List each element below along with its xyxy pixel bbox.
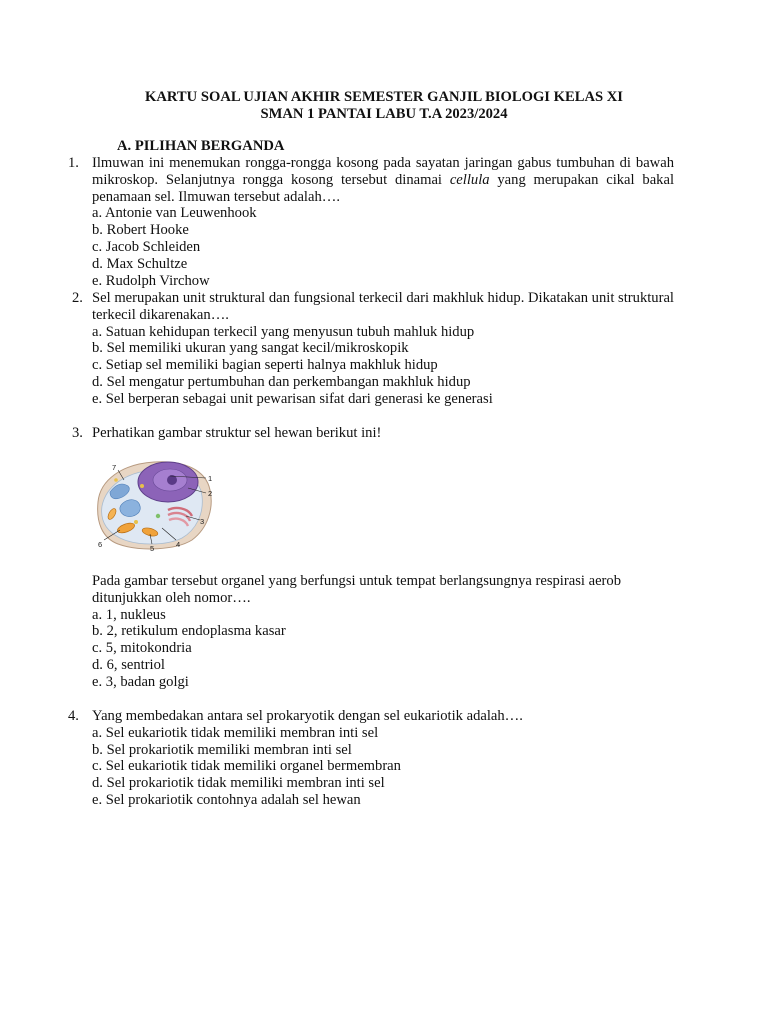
option-c: c. Sel eukariotik tidak memiliki organel bermembran bbox=[92, 758, 401, 775]
option-c: c. Setiap sel memiliki bagian seperti halnya makhluk hidup bbox=[92, 357, 438, 374]
option-c: c. 5, mitokondria bbox=[92, 640, 192, 657]
option-a: a. Antonie van Leuwenhook bbox=[92, 205, 257, 222]
option-b: b. Robert Hooke bbox=[92, 222, 189, 239]
option-c: c. Jacob Schleiden bbox=[92, 238, 201, 255]
question-text: Perhatikan gambar struktur sel hewan berikut ini! bbox=[92, 425, 382, 441]
option-d: d. Sel mengatur pertumbuhan dan perkembangan makhluk hidup bbox=[92, 373, 471, 390]
diagram-label-2: 2 bbox=[208, 489, 213, 498]
diagram-label-3: 3 bbox=[200, 517, 205, 526]
question-text-part: yang merupakan cikal bakal penamaan sel. Ilmuwan tersebut adalah…. bbox=[92, 171, 675, 205]
option-a: a. Sel eukariotik tidak memiliki membran inti sel bbox=[92, 724, 379, 741]
diagram-label-7: 7 bbox=[112, 463, 117, 472]
question-number: 1. bbox=[68, 155, 79, 171]
question-number: 4. bbox=[68, 708, 79, 724]
question-text: Yang membedakan antara sel prokaryotik dengan sel eukariotik adalah…. bbox=[92, 708, 523, 724]
option-e: e. 3, badan golgi bbox=[92, 673, 189, 690]
question-3-continued bbox=[92, 573, 674, 691]
question-1 bbox=[68, 155, 675, 289]
question-2 bbox=[72, 290, 674, 408]
option-b: b. Sel prokariotik memiliki membran inti sel bbox=[92, 741, 352, 758]
question-text: Pada gambar tersebut organel yang berfungsi untuk tempat berlangsungnya respirasi aerob ditunjukkan oleh nomor…. bbox=[92, 573, 621, 606]
question-3 bbox=[72, 425, 674, 442]
option-e: e. Sel berperan sebagai unit pewarisan sifat dari generasi ke generasi bbox=[92, 390, 493, 407]
question-text-italic: cellula bbox=[449, 171, 490, 188]
question-number: 2. bbox=[72, 290, 83, 306]
document-title-line2: SMAN 1 PANTAI LABU T.A 2023/2024 bbox=[260, 106, 508, 122]
question-text bbox=[92, 155, 674, 205]
section-heading: A. PILIHAN BERGANDA bbox=[117, 138, 285, 154]
question-text: Sel merupakan unit struktural dan fungsional terkecil dari makhluk hidup. Dikatakan unit struktural terkecil dikarenakan…. bbox=[92, 290, 674, 323]
question-number: 3. bbox=[72, 425, 83, 441]
animal-cell-diagram bbox=[92, 456, 217, 552]
option-b: b. 2, retikulum endoplasma kasar bbox=[92, 623, 286, 640]
option-a: a. 1, nukleus bbox=[92, 606, 166, 623]
document-title-line1: KARTU SOAL UJIAN AKHIR SEMESTER GANJIL BIOLOGI KELAS XI bbox=[145, 89, 623, 105]
option-b: b. Sel memiliki ukuran yang sangat kecil/mikroskopik bbox=[92, 340, 409, 357]
question-4 bbox=[68, 708, 674, 809]
diagram-label-4: 4 bbox=[176, 540, 181, 549]
option-d: d. Max Schultze bbox=[92, 255, 188, 272]
diagram-label-1: 1 bbox=[208, 474, 213, 483]
option-d: d. Sel prokariotik tidak memiliki membran inti sel bbox=[92, 775, 385, 792]
question-text-part: Ilmuwan ini menemukan rongga-rongga kosong pada sayatan jaringan gabus tumbuhan di bawah mikroskop. Selanjutnya rongga kosong tersebut dinamai bbox=[92, 155, 674, 188]
option-e: e. Sel prokariotik contohnya adalah sel hewan bbox=[92, 791, 361, 808]
diagram-label-6: 6 bbox=[98, 540, 103, 549]
option-d: d. 6, sentriol bbox=[92, 656, 165, 673]
option-e: e. Rudolph Virchow bbox=[92, 272, 210, 289]
diagram-label-5: 5 bbox=[150, 544, 155, 552]
option-a: a. Satuan kehidupan terkecil yang menyusun tubuh mahluk hidup bbox=[92, 323, 475, 340]
